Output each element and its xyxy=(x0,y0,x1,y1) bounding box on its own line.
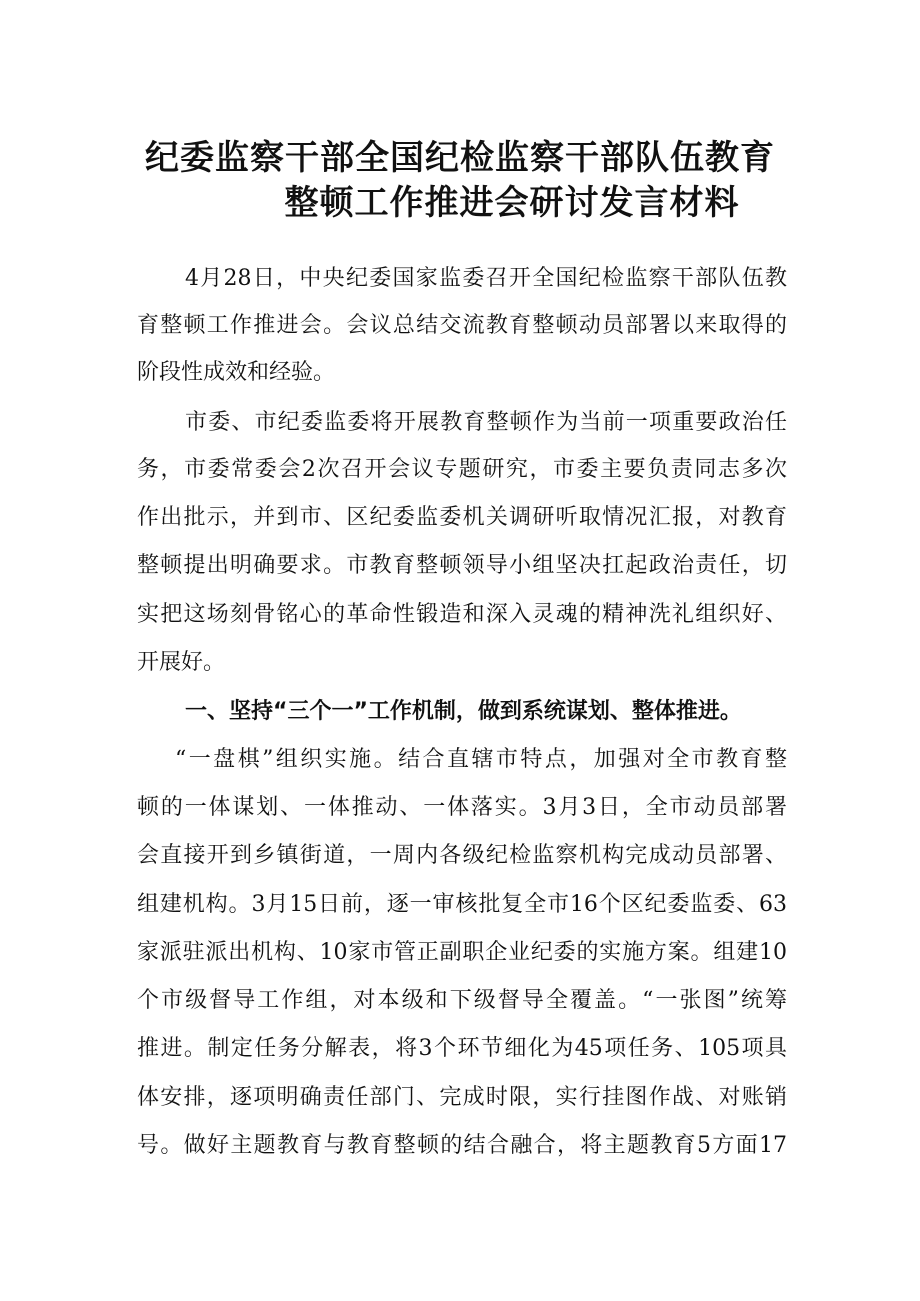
paragraph-3-line-4: 组建机构。3月15日前，逐一审核批复全市16个区纪委监委、63 xyxy=(137,892,787,917)
paragraph-3-line-9: 号。做好主题教育与教育整顿的结合融合，将主题教育5方面17 xyxy=(137,1133,787,1158)
paragraph-3-line-1: “一盘棋”组织实施。结合直辖市特点，加强对全市教育整 xyxy=(175,747,787,772)
document-title-line-2: 整顿工作推进会研讨发言材料 xyxy=(284,183,740,223)
paragraph-2-line-6: 开展好。 xyxy=(137,650,226,675)
paragraph-2-line-1: 市委、市纪委监委将开展教育整顿作为当前一项重要政治任 xyxy=(185,410,787,435)
paragraph-3-line-7: 推进。制定任务分解表，将3个环节细化为45项任务、105项具 xyxy=(137,1036,787,1061)
paragraph-3-line-8: 体安排，逐项明确责任部门、完成时限，实行挂图作战、对账销 xyxy=(137,1085,787,1110)
paragraph-3-line-3: 会直接开到乡镇街道，一周内各级纪检监察机构完成动员部署、 xyxy=(137,843,787,868)
paragraph-2-line-4: 整顿提出明确要求。市教育整顿领导小组坚决扛起政治责任，切 xyxy=(137,553,787,578)
paragraph-3-line-5: 家派驻派出机构、10家市管正副职企业纪委的实施方案。组建10 xyxy=(137,940,787,965)
paragraph-3-line-6: 个市级督导工作组，对本级和下级督导全覆盖。“一张图”统筹 xyxy=(137,988,787,1013)
section-heading-1: 一、坚持“三个一”工作机制，做到系统谋划、整体推进。 xyxy=(185,699,742,724)
paragraph-1-line-3: 阶段性成效和经验。 xyxy=(137,360,336,385)
document-title-line-1: 纪委监察干部全国纪检监察干部队伍教育 xyxy=(145,138,775,178)
paragraph-2-line-2: 务，市委常委会2次召开会议专题研究，市委主要负责同志多次 xyxy=(137,457,787,482)
paragraph-2-line-3: 作出批示，并到市、区纪委监委机关调研听取情况汇报，对教育 xyxy=(137,505,787,530)
paragraph-1-line-1: 4月28日，中央纪委国家监委召开全国纪检监察干部队伍教 xyxy=(185,266,787,291)
paragraph-1-line-2: 育整顿工作推进会。会议总结交流教育整顿动员部署以来取得的 xyxy=(137,313,787,338)
paragraph-3-line-2: 顿的一体谋划、一体推动、一体落实。3月3日，全市动员部署 xyxy=(137,795,787,820)
paragraph-2-line-5: 实把这场刻骨铭心的革命性锻造和深入灵魂的精神洗礼组织好、 xyxy=(137,602,787,627)
